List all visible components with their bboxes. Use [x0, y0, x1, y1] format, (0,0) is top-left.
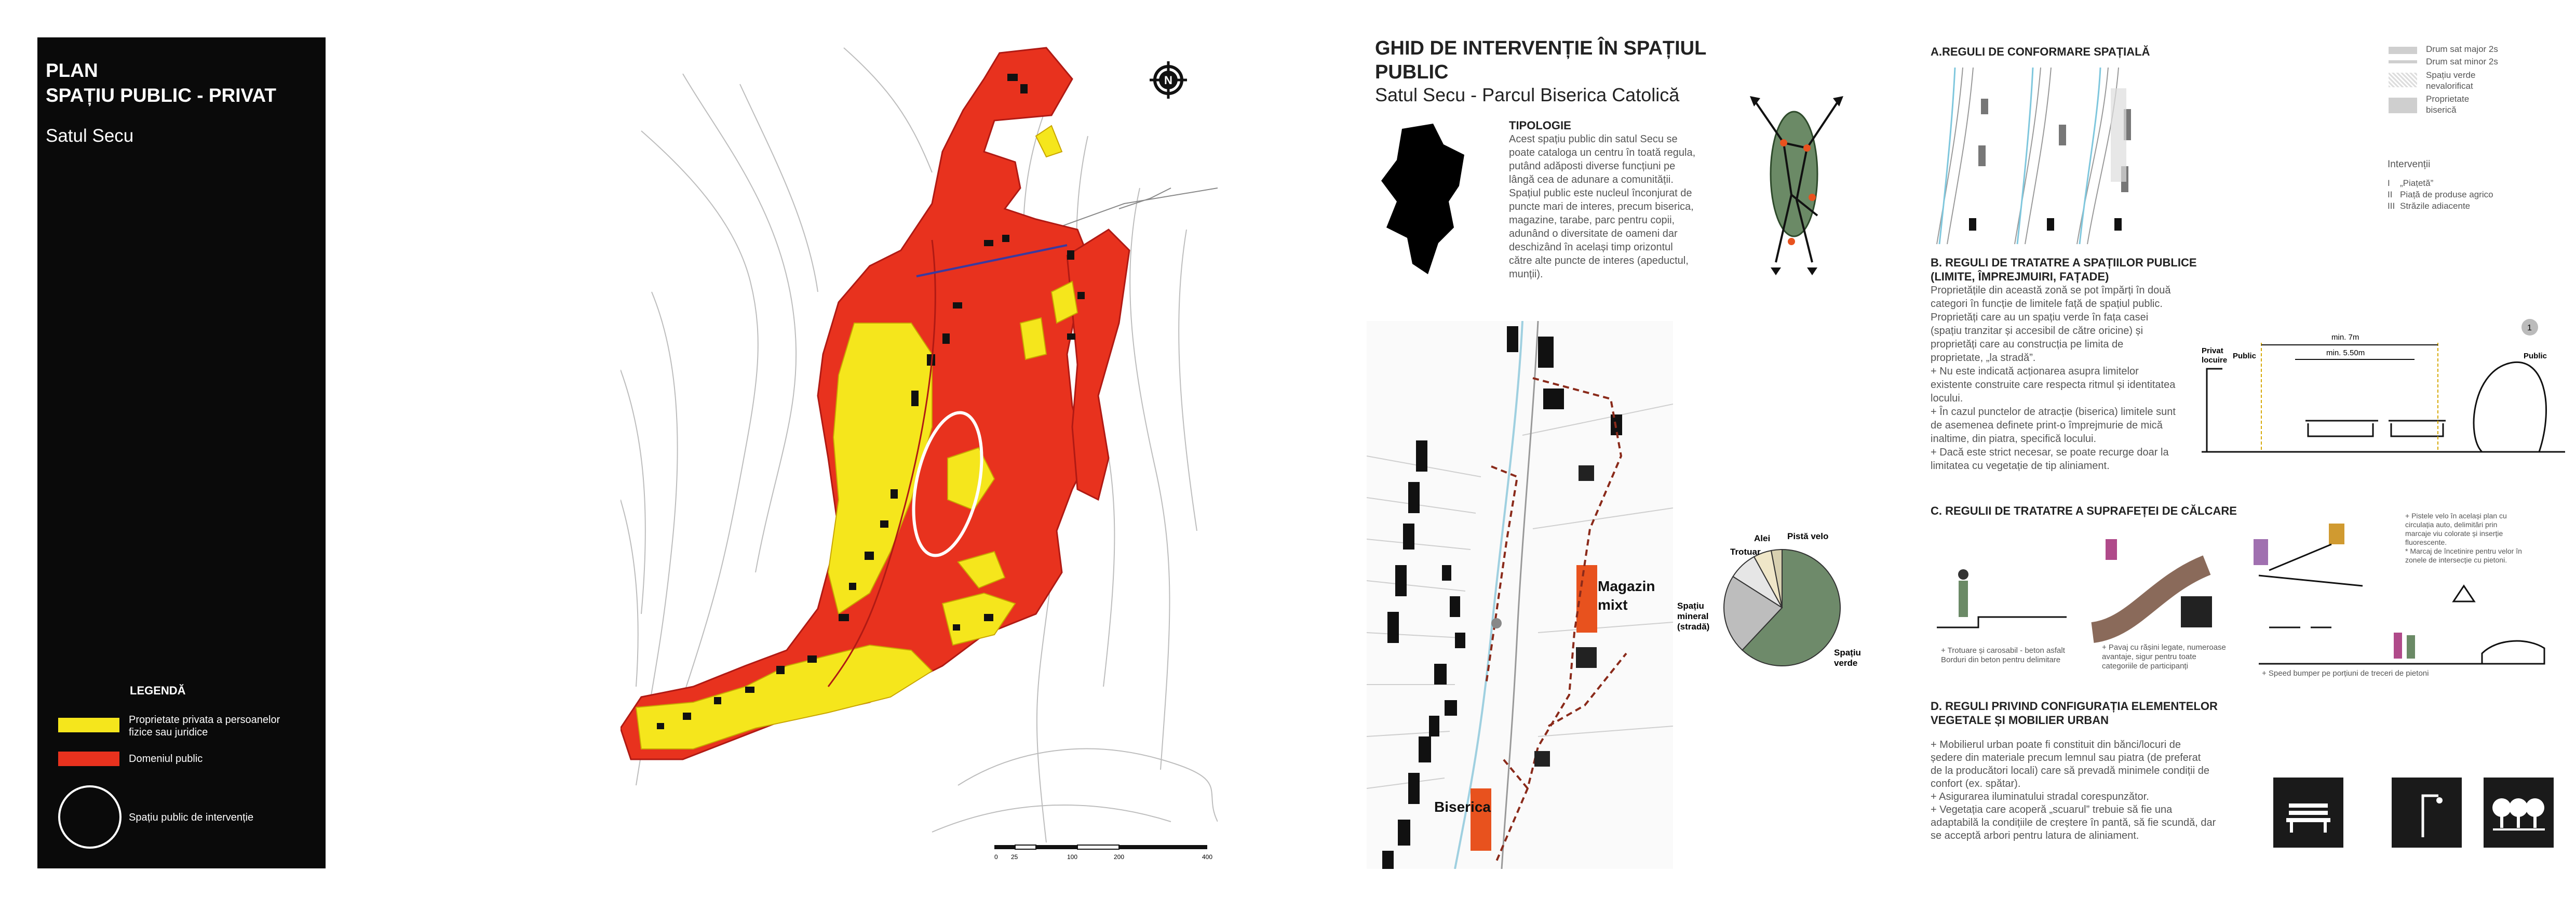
site-detail-plan: [1367, 321, 1673, 869]
rule-d-line: de la producători locali) care să prevadă minimele condiții de: [1931, 765, 2209, 776]
legend-label-public: Domeniul public: [129, 753, 203, 765]
section-label-public-left: Public: [2233, 352, 2257, 360]
pie-label-alei: Alei: [1754, 533, 1771, 543]
rule-d-block: [1931, 699, 2242, 842]
rule-b-line: + Dacă este strict necesar, se poate recurge doar la: [1931, 447, 2169, 458]
rule-d-line: se acceptă arbori pentru latura de aliniament.: [1931, 830, 2139, 841]
shop-building: [1576, 565, 1597, 633]
pie-label-mineral-1: Spațiu: [1677, 601, 1704, 611]
scale-label-0: 0: [994, 853, 998, 861]
rule-c-caption-1b: Borduri din beton pentru delimitare: [1941, 655, 2061, 664]
pie-label-trotuar: Trotuar: [1730, 547, 1761, 557]
rule-d-line: + Vegetația care acoperă „scuarul” trebuie să fie una: [1931, 804, 2173, 815]
pie-label-green-2: verde: [1834, 658, 1858, 668]
pie-label-velo: Pistă velo: [1787, 531, 1829, 541]
interventie-3-num: III: [2388, 201, 2395, 211]
rule-b-line: proprietăți care au construcția pe limita de: [1931, 339, 2124, 350]
panel-title: [46, 58, 276, 108]
trees-icon: [2484, 778, 2554, 848]
interventie-3-label: Străzile adiacente: [2400, 201, 2471, 211]
interventie-1-num: I: [2388, 178, 2390, 188]
rule-d-line: ședere din materiale precum lemnul sau piatra (de preferat: [1931, 752, 2201, 763]
flow-green-space: [1771, 112, 1817, 236]
legend-major-road-swatch: [2389, 47, 2417, 54]
section-label-locuire: locuire: [2202, 356, 2228, 365]
section-label-min55: min. 5.50m: [2326, 349, 2365, 357]
tipologie-block: [1509, 118, 1722, 281]
interventii-block: [2388, 159, 2574, 212]
rule-b-line: locului.: [1931, 393, 1963, 404]
legend-label-private: [129, 714, 316, 739]
rule-b-line: Proprietăți care au un spațiu verde în fața casei: [1931, 312, 2149, 323]
tipologie-line: Spațiul public este nucleul înconjurat de: [1509, 187, 1692, 199]
rule-b-text: [1931, 284, 2211, 473]
north-compass-icon: [1150, 61, 1187, 99]
rule-c-note-line: zonele de intersecție cu pietoni.: [2405, 556, 2507, 564]
shop-label-line2: mixt: [1598, 597, 1628, 613]
rule-b-title-1: B. REGULI DE TRATATRE A SPAȚIILOR PUBLICE: [1931, 256, 2197, 269]
rule-b-line: de asemenea definete print-o împrejmurie de mică: [1931, 420, 2163, 431]
pie-label-green-1: Spațiu: [1834, 648, 1861, 658]
interventie-2-label: Piață de produse agrico: [2400, 190, 2493, 199]
guide-title-line2: PUBLIC: [1375, 61, 1449, 83]
rule-a-title: A.REGULI DE CONFORMARE SPAȚIALĂ: [1931, 45, 2150, 58]
church-building: [1471, 788, 1491, 851]
legend-green-swatch: [2389, 73, 2417, 87]
guide-title: [1375, 36, 1706, 106]
rule-c-bike-notes: [2405, 512, 2551, 565]
rule-b-block: [1931, 256, 2211, 473]
legend-church-line2: biserică: [2426, 105, 2457, 115]
legend-title: LEGENDĂ: [130, 684, 186, 697]
rule-b-line: + În cazul punctelor de atracție (biserica) limitele sunt: [1931, 406, 2176, 418]
rule-c-note-line: circulația auto, delimitări prin: [2405, 520, 2498, 529]
rule-d-title-1: D. REGULI PRIVIND CONFIGURAȚIA ELEMENTELOR: [1931, 700, 2218, 713]
rule-b-line: existente construite care respecta ritmul și identitatea: [1931, 379, 2176, 391]
rule-c-note-line: + Pistele velo în același plan cu: [2405, 512, 2507, 520]
scale-label-4: 400: [1202, 853, 1213, 861]
tipologie-line: puncte mari de interes, precum biserica,: [1509, 201, 1694, 212]
land-use-pie-chart: [1672, 519, 1869, 696]
legend-green-line1: Spațiu verde: [2426, 70, 2476, 80]
tipologie-line: lângă cea de adunare a comunității.: [1509, 174, 1674, 185]
section-label-public-right: Public: [2524, 352, 2547, 360]
rule-c-caption-2b: avantaje, sigur pentru toate: [2102, 652, 2196, 661]
rule-c-caption-1a: + Trotuare și carosabil - beton asfalt: [1941, 646, 2065, 655]
interventii-title: Intervenții: [2388, 159, 2431, 170]
legend-church-line1: Proprietate: [2426, 94, 2470, 104]
rule-b-line: + Nu este indicată acționarea asupra limitelor: [1931, 366, 2139, 377]
rule-d-line: confort (ex. spătar).: [1931, 778, 2021, 789]
site-pictogram-shop-icon: [1576, 647, 1597, 668]
rule-c-title: C. REGULII DE TRATATRE A SUPRAFEȚEI DE CĂLCARE: [1931, 504, 2237, 517]
rule-d-title-2: VEGETALE ȘI MOBILIER URBAN: [1931, 714, 2109, 727]
flow-diagram: [1734, 91, 1864, 278]
village-name: Satul Secu: [46, 126, 134, 146]
legend-church-swatch: [2389, 98, 2417, 113]
compass-label: N: [1164, 74, 1172, 87]
rule-c-caption-2c: categoriile de participanți: [2102, 662, 2188, 671]
rule-c-note-line: * Marcaj de încetinire pentru velor în: [2405, 547, 2522, 555]
legend-swatch-private: [58, 718, 119, 732]
rule-d-text: [1931, 739, 2242, 842]
tipologie-line: poate cataloga un centru în toată regula,: [1509, 147, 1696, 158]
rule-d-line: + Mobilierul urban poate fi constituit din bănci/locuri de: [1931, 739, 2181, 751]
site-marker: [1491, 618, 1502, 628]
interventie-2-num: II: [2388, 190, 2393, 199]
rule-b-line: Proprietățile din această zonă se pot împărți în două: [1931, 285, 2171, 296]
scale-bar: [994, 845, 1212, 861]
title-panel: [37, 37, 326, 868]
street-lamp-icon: [2392, 778, 2462, 848]
tipologie-line: adunând o diversitate de oameni dar: [1509, 228, 1678, 239]
tipologie-line: deschizând în același timp orizontul: [1509, 242, 1673, 253]
section-label-min7: min. 7m: [2331, 333, 2359, 342]
rule-b-line: inaltime, din piatra, specifică locului.: [1931, 433, 2097, 445]
rule-b-line: limitatea cu vegetație de tip aliniament.: [1931, 460, 2110, 472]
rule-b-line: proprietate, „la stradă”.: [1931, 352, 2036, 364]
pie-slices: [1724, 550, 1840, 666]
legend-green-line2: nevalorificat: [2426, 81, 2473, 91]
rule-b-title-2: (LIMITE, ÎMPREJMUIRI, FAȚADE): [1931, 270, 2109, 283]
tipologie-line: magazine, tarabe, parc pentru copii,: [1509, 215, 1675, 226]
rule-d-line: + Asigurarea iluminatului stradal corespunzător.: [1931, 791, 2149, 802]
bench-icon: [2273, 778, 2343, 848]
tipologie-title: TIPOLOGIE: [1509, 119, 1571, 132]
legend-minor-road: Drum sat minor 2s: [2426, 57, 2498, 66]
tipologie-text: [1509, 132, 1722, 281]
rule-d-line: adaptabilă la condițiile de creștere în pantă, să fie scundă, dar: [1931, 817, 2216, 828]
site-pictogram-market-icon: [1534, 751, 1550, 767]
guide-subtitle: Satul Secu - Parcul Biserica Catolică: [1375, 84, 1680, 105]
section-number: 1: [2527, 324, 2532, 332]
legend-private-line2: fizice sau juridice: [129, 727, 208, 738]
title-line-plan: PLAN: [46, 60, 98, 81]
site-pictogram-1-icon: [1579, 465, 1594, 481]
tipologie-line: către alte puncte de interes (apeductul,: [1509, 255, 1689, 266]
rule-b-line: (spațiu tranzitar și accesibil de către oricine) și: [1931, 325, 2143, 337]
rule-c-caption-3: + Speed bumper pe porțiuni de treceri de pietoni: [2262, 669, 2429, 678]
spatial-rules-maps: [1932, 68, 2150, 249]
legend-private-line1: Proprietate privata a persoanelor: [129, 714, 280, 726]
site-silhouette-figure: [1381, 124, 1475, 279]
title-line-space: SPAȚIU PUBLIC - PRIVAT: [46, 85, 276, 106]
tipologie-line: munții).: [1509, 269, 1543, 280]
tipologie-line: Acest spațiu public din satul Secu se: [1509, 133, 1678, 145]
family-pictogram-icon: [2181, 596, 2212, 627]
rule-c-note-line: marcaje viu colorate și inserție: [2405, 529, 2503, 538]
pie-label-mineral-2: mineral: [1677, 611, 1709, 621]
rule-b-line: categori în funcție de limitele față de spațiul public.: [1931, 298, 2163, 310]
church-label: Biserica: [1434, 799, 1491, 815]
street-section-drawing: [2202, 312, 2565, 457]
rule-c-note-line: fluorescente.: [2405, 538, 2447, 546]
rule-c-caption-1: [1941, 646, 2092, 665]
interventie-1-label: „Piațetă”: [2400, 178, 2434, 188]
rule-c-caption-2a: + Pavaj cu rășini legate, numeroase: [2102, 643, 2226, 652]
legend-major-road: Drum sat major 2s: [2426, 44, 2498, 54]
legend-label-intervention: Spațiu public de intervenție: [129, 812, 254, 823]
guide-title-line1: GHID DE INTERVENȚIE ÎN SPAȚIUL: [1375, 37, 1707, 59]
rule-c-caption-2: [2102, 643, 2227, 671]
site-plan-map: [621, 32, 1218, 879]
scale-label-3: 200: [1114, 853, 1125, 861]
legend-intervention-circle-icon: [58, 785, 122, 849]
legend-swatch-public: [58, 752, 119, 766]
scale-label-1: 25: [1011, 853, 1018, 861]
shop-label-line1: Magazin: [1598, 578, 1655, 594]
section-label-privat: Privat: [2202, 346, 2223, 355]
tipologie-line: putând adăposti diverse funcțiuni pe: [1509, 160, 1676, 172]
legend-minor-road-swatch: [2389, 60, 2417, 63]
scale-label-2: 100: [1067, 853, 1078, 861]
pie-label-mineral-3: (stradă): [1677, 622, 1710, 632]
